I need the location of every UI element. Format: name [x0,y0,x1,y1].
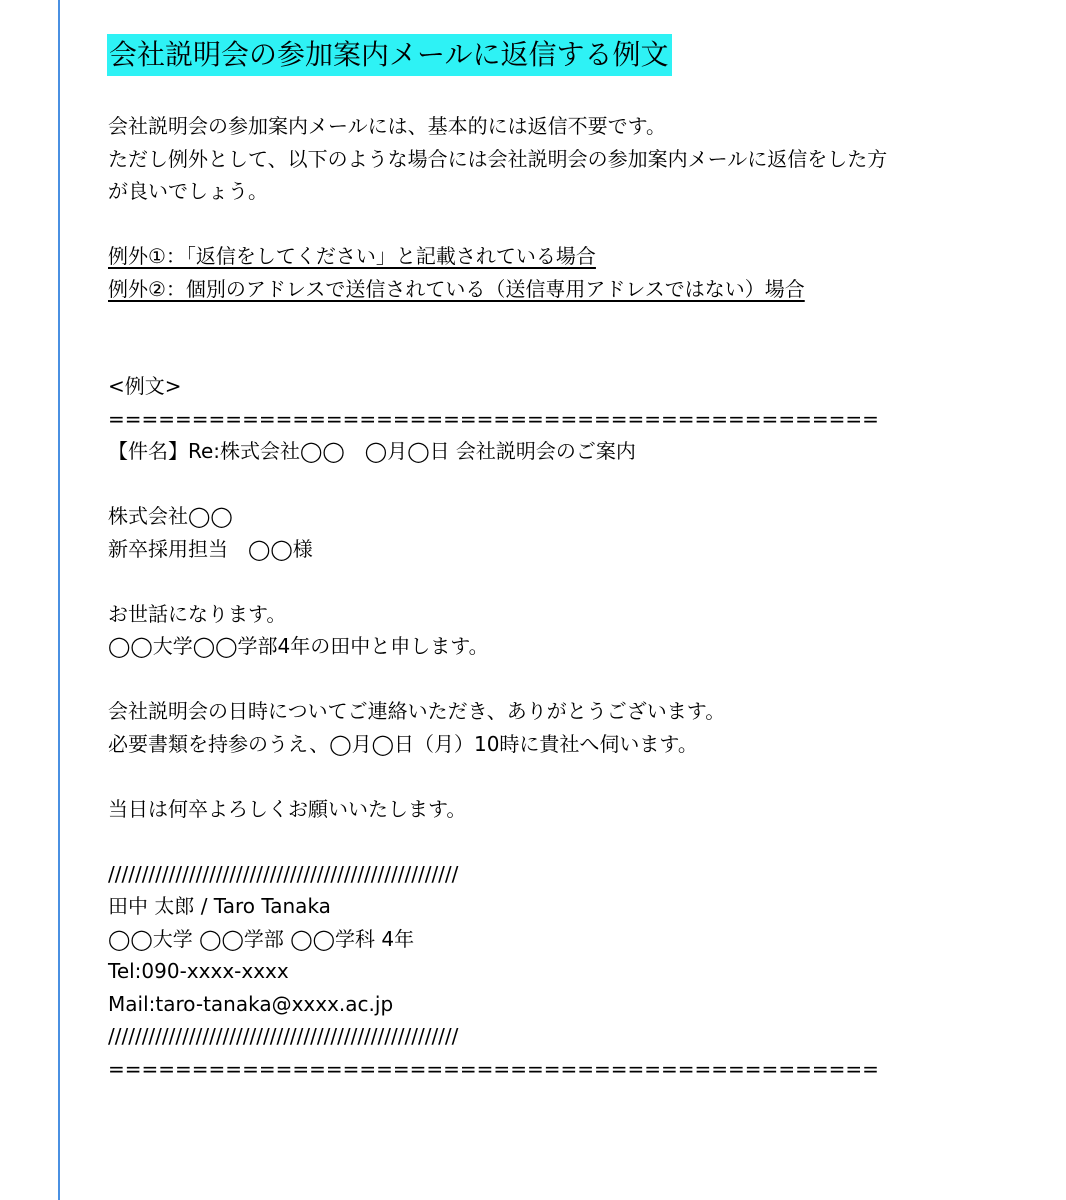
rule-bottom: ============================================== [108,1056,879,1081]
body-line: 必要書類を持参のうえ、◯月◯日（月）10時に貴社へ伺います。 [108,731,698,756]
intro-line: ただし例外として、以下のような場合には会社説明会の参加案内メールに返信をした方 [108,146,888,171]
greeting-line: お世話になります。 [108,601,287,626]
addressee-company: 株式会社◯◯ [108,504,233,528]
email-subject: 【件名】Re:株式会社◯◯ ◯月◯日 会社説明会のご案内 [108,439,636,463]
document-body [108,110,1008,1085]
body-line: 会社説明会の日時についてご連絡いただき、ありがとうございます。 [108,699,726,723]
self-introduction: ◯◯大学◯◯学部4年の田中と申します。 [108,634,489,658]
page-title: 会社説明会の参加案内メールに返信する例文 [107,34,672,76]
intro-line: 会社説明会の参加案内メールには、基本的には返信不要です。 [108,114,666,138]
page-margin-line [58,0,60,1200]
exception-text: 例外①：「返信をしてください」と記載されている場合 [108,244,596,268]
signature-affiliation: ◯◯大学 ◯◯学部 ◯◯学科 4年 [108,926,415,951]
closing-line: 当日は何卒よろしくお願いいたします。 [108,796,467,821]
signature-divider-bottom: //////////////////////////////////////////////////// [108,1024,459,1048]
signature-divider-top: //////////////////////////////////////////////////// [108,861,459,886]
rule-top: ============================================== [108,406,879,431]
exception-text: 例外②：個別のアドレスで送信されている（送信専用アドレスではない）場合 [108,276,805,301]
intro-line: が良いでしょう。 [108,179,268,203]
exception-item [108,240,1008,273]
signature-tel: Tel:090-xxxx-xxxx [108,959,289,983]
signature-mail: Mail:taro-tanaka@xxxx.ac.jp [108,991,394,1016]
example-label: <例文> [108,374,182,398]
signature-name: 田中 太郎 / Taro Tanaka [108,894,331,918]
exception-item [108,273,1008,306]
addressee-person: 新卒採用担当 ◯◯様 [108,536,313,561]
